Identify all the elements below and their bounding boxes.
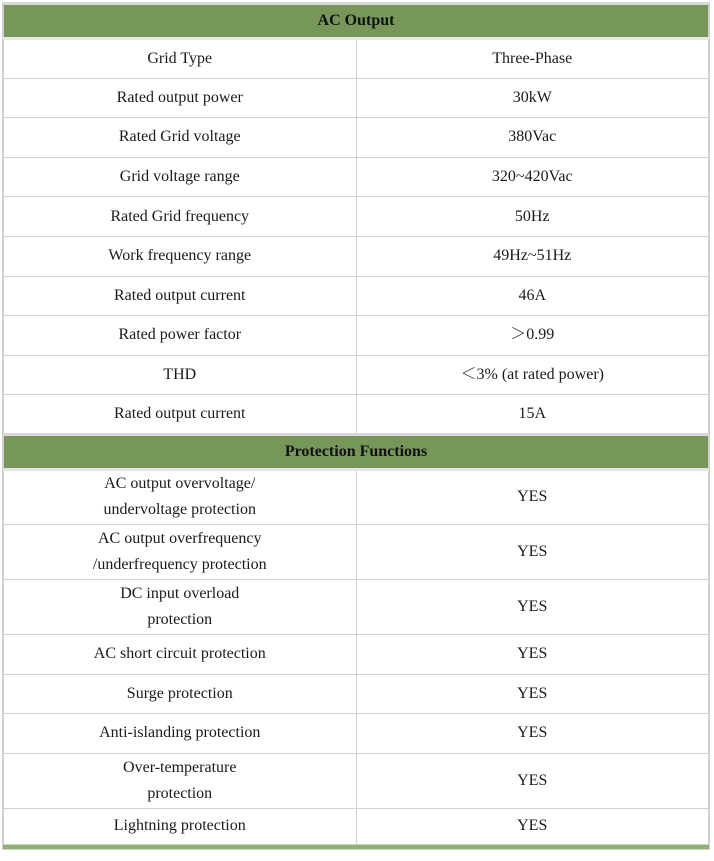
section-title: Protection Functions	[4, 434, 709, 469]
spec-sheet	[2, 2, 710, 850]
row-label-line: protection	[147, 784, 213, 802]
row-label: Rated output current	[4, 276, 357, 316]
row-label-line: protection	[147, 610, 213, 628]
row-value: 380Vac	[356, 118, 709, 158]
row-label: Lightning protection	[4, 808, 357, 844]
row-label: Surge protection	[4, 674, 357, 714]
row-label-line: AC output overfrequency	[97, 529, 262, 547]
table-row	[4, 714, 709, 754]
row-label	[4, 524, 357, 579]
row-value: ＞0.99	[356, 316, 709, 356]
row-value: Three-Phase	[356, 39, 709, 79]
row-label: AC short circuit protection	[4, 634, 357, 674]
row-label: Rated power factor	[4, 316, 357, 356]
row-value: 30kW	[356, 78, 709, 118]
section-header-ac-output	[4, 4, 709, 39]
spec-table	[3, 2, 709, 845]
bottom-accent-bar	[3, 845, 709, 849]
row-label: Rated Grid frequency	[4, 197, 357, 237]
row-value: YES	[356, 808, 709, 844]
table-row	[4, 157, 709, 197]
row-value: YES	[356, 469, 709, 524]
row-value: 50Hz	[356, 197, 709, 237]
table-row	[4, 753, 709, 808]
row-label: Rated output power	[4, 78, 357, 118]
section-header-protection-functions	[4, 434, 709, 469]
row-label-line: AC output overvoltage/	[104, 475, 256, 493]
row-value: 49Hz~51Hz	[356, 236, 709, 276]
table-row	[4, 316, 709, 356]
section-title: AC Output	[4, 4, 709, 39]
row-label-line: undervoltage protection	[103, 501, 256, 519]
row-label: THD	[4, 355, 357, 395]
table-row	[4, 634, 709, 674]
table-row	[4, 39, 709, 79]
table-row	[4, 78, 709, 118]
table-row	[4, 197, 709, 237]
table-row	[4, 524, 709, 579]
row-label	[4, 469, 357, 524]
row-value: YES	[356, 753, 709, 808]
row-label: Rated output current	[4, 395, 357, 435]
row-label	[4, 753, 357, 808]
row-label-line: DC input overload	[120, 584, 240, 602]
row-label: Grid Type	[4, 39, 357, 79]
table-row	[4, 469, 709, 524]
row-label: Work frequency range	[4, 236, 357, 276]
row-value: ＜3% (at rated power)	[356, 355, 709, 395]
table-row	[4, 118, 709, 158]
row-label	[4, 579, 357, 634]
row-label: Grid voltage range	[4, 157, 357, 197]
row-value: 15A	[356, 395, 709, 435]
row-value: YES	[356, 524, 709, 579]
row-value: 46A	[356, 276, 709, 316]
table-row	[4, 276, 709, 316]
row-value: YES	[356, 579, 709, 634]
row-value: YES	[356, 674, 709, 714]
row-value: YES	[356, 714, 709, 754]
table-row	[4, 395, 709, 435]
row-label: Anti-islanding protection	[4, 714, 357, 754]
table-row	[4, 808, 709, 844]
row-value: 320~420Vac	[356, 157, 709, 197]
table-row	[4, 355, 709, 395]
table-row	[4, 236, 709, 276]
row-value: YES	[356, 634, 709, 674]
table-row	[4, 579, 709, 634]
row-label-line: Over-temperature	[123, 758, 237, 776]
row-label-line: /underfrequency protection	[92, 555, 267, 573]
table-row	[4, 674, 709, 714]
row-label: Rated Grid voltage	[4, 118, 357, 158]
